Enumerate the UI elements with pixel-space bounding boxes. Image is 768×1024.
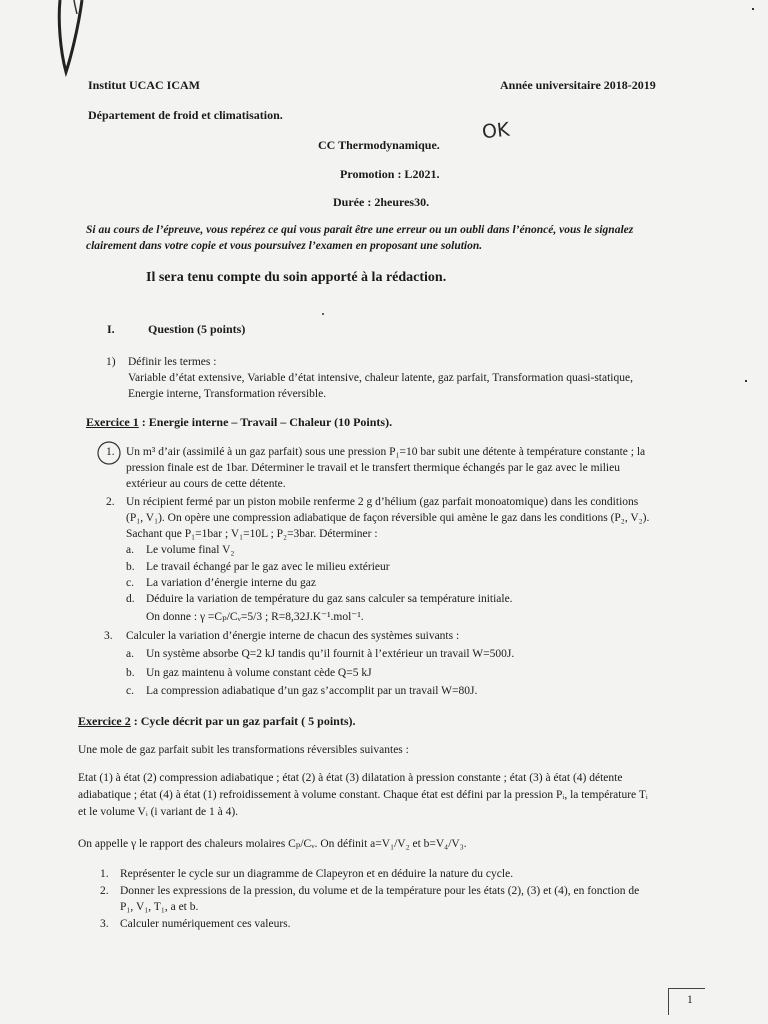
sub-item-text: La compression adiabatique d’un gaz s’accomplit par un travail W=80J. [146, 685, 478, 697]
exercise-1-title: : Energie interne – Travail – Chaleur (10 Points). [138, 415, 393, 429]
scan-speck [745, 380, 747, 382]
exercise-2-heading [78, 714, 356, 729]
exercise-2-label: Exercice 2 [78, 714, 131, 728]
care-statement: Il sera tenu compte du soin apporté à la rédaction. [146, 270, 447, 285]
exercise-2-para-line-2: adiabatique ; état (4) à état (1) refroidissement à volume constant. Chaque état est défini par la pression Pᵢ, la température Tᵢ [78, 789, 648, 801]
exercise-2-q1-number: 1. [100, 868, 109, 880]
exercise-2-q2-number: 2. [100, 885, 109, 897]
page-number: 1 [687, 994, 693, 1006]
exercise-2-q3-number: 3. [100, 918, 109, 930]
scan-speck [322, 313, 324, 315]
section-number: I. [107, 322, 115, 336]
section-title: Question (5 points) [148, 322, 246, 336]
exercise-1-item-1-line-3: extérieur au cours de cette détente. [126, 478, 286, 490]
sub-item-text: Déduire la variation de température du gaz sans calculer sa température initiale. [146, 593, 513, 605]
exercise-2-para-line-1: Etat (1) à état (2) compression adiabatique ; état (2) à état (3) dilatation à pression constante ; état (3) à état (4) détente [78, 772, 623, 784]
sub-item-letter: d. [126, 593, 135, 605]
exercise-2-q1-line-1: Représenter le cycle sur un diagramme de Clapeyron et en déduire la nature du cycle. [120, 868, 514, 880]
exercise-2-para-line-3: et le volume Vᵢ (i variant de 1 à 4). [78, 806, 239, 818]
sub-item-text: Un gaz maintenu à volume constant cède Q=5 kJ [146, 667, 372, 679]
exercise-1-item-2-line-2: (P₁, V₁). On opère une compression adiabatique de façon réversible qui amène le gaz dans les conditions (P₂, V₂). [126, 512, 650, 524]
exercise-2-definition: On appelle γ le rapport des chaleurs molaires Cₚ/Cᵥ. On définit a=V₁/V₂ et b=V₄/V₃. [78, 838, 467, 850]
sub-item-letter: a. [126, 544, 134, 556]
exercise-2-q3-line-1: Calculer numériquement ces valeurs. [120, 918, 291, 930]
exercise-1-item-1-number: 1. [106, 446, 115, 458]
question-line-3: Energie interne, Transformation réversible. [128, 388, 327, 400]
sub-item-text: La variation d’énergie interne du gaz [146, 577, 316, 589]
handwritten-ok: OK [480, 118, 511, 144]
exercise-1-item-3-line-1: Calculer la variation d’énergie interne de chacun des systèmes suivants : [126, 630, 460, 642]
given-constants: On donne : γ =Cₚ/Cᵥ=5/3 ; R=8,32J.K⁻¹.mol⁻¹. [146, 611, 364, 623]
exercise-1-item-2-line-1: Un récipient fermé par un piston mobile renferme 2 g d’hélium (gaz parfait monoatomique) dans les conditions [126, 496, 639, 508]
academic-year: Année universitaire 2018-2019 [500, 78, 656, 92]
page-number-box [668, 988, 705, 1015]
question-number: 1) [106, 356, 116, 368]
exercise-2-q2-line-2: P₁, V₁, T₁, a et b. [120, 901, 199, 913]
department-name: Département de froid et climatisation. [88, 108, 283, 122]
course-title: CC Thermodynamique. [318, 138, 440, 152]
sub-item-text: Le volume final V₂ [146, 544, 235, 556]
notice-line-1: Si au cours de l’épreuve, vous repérez ce qui vous parait être une erreur ou un oubli dans l’énoncé, vous le signalez [86, 224, 634, 236]
question-line-2: Variable d’état extensive, Variable d’état intensive, chaleur latente, gaz parfait, Transformation quasi-statique, [128, 372, 633, 384]
handwritten-mark-icon [48, 0, 108, 80]
institute-name: Institut UCAC ICAM [88, 78, 201, 92]
sub-item-letter: b. [126, 667, 135, 679]
exercise-1-item-3-number: 3. [104, 630, 113, 642]
exercise-1-item-1-line-1: Un m³ d’air (assimilé à un gaz parfait) sous une pression P₁=10 bar subit une détente à température constante ; la [126, 446, 646, 458]
notice-line-2: clairement dans votre copie et vous poursuivez l’examen en proposant une solution. [86, 240, 483, 252]
exercise-2-intro: Une mole de gaz parfait subit les transformations réversibles suivantes : [78, 744, 409, 756]
exercise-1-heading [86, 415, 392, 430]
sub-item-text: Un système absorbe Q=2 kJ tandis qu’il fournit à l’extérieur un travail W=500J. [146, 648, 515, 660]
scan-speck [752, 8, 754, 10]
duration: Durée : 2heures30. [333, 195, 430, 209]
sub-item-letter: c. [126, 577, 134, 589]
question-line-1: Définir les termes : [128, 356, 217, 368]
exercise-2-q2-line-1: Donner les expressions de la pression, du volume et de la température pour les états (2), (3) et (4), en fonction de [120, 885, 640, 897]
exercise-1-item-2-number: 2. [106, 496, 115, 508]
sub-item-letter: c. [126, 685, 134, 697]
promotion: Promotion : L2021. [340, 167, 440, 181]
exercise-1-label: Exercice 1 [86, 415, 139, 429]
sub-item-text: Le travail échangé par le gaz avec le milieu extérieur [146, 561, 390, 573]
sub-item-letter: b. [126, 561, 135, 573]
sub-item-letter: a. [126, 648, 134, 660]
exercise-2-title: : Cycle décrit par un gaz parfait ( 5 points). [130, 714, 356, 728]
exercise-1-item-1-line-2: pression finale est de 1bar. Déterminer le travail et le transfert thermique échangés par le gaz avec le milieu [126, 462, 620, 474]
exercise-1-item-2-line-3: Sachant que P₁=1bar ; V₁=10L ; P₂=3bar. Déterminer : [126, 528, 378, 540]
